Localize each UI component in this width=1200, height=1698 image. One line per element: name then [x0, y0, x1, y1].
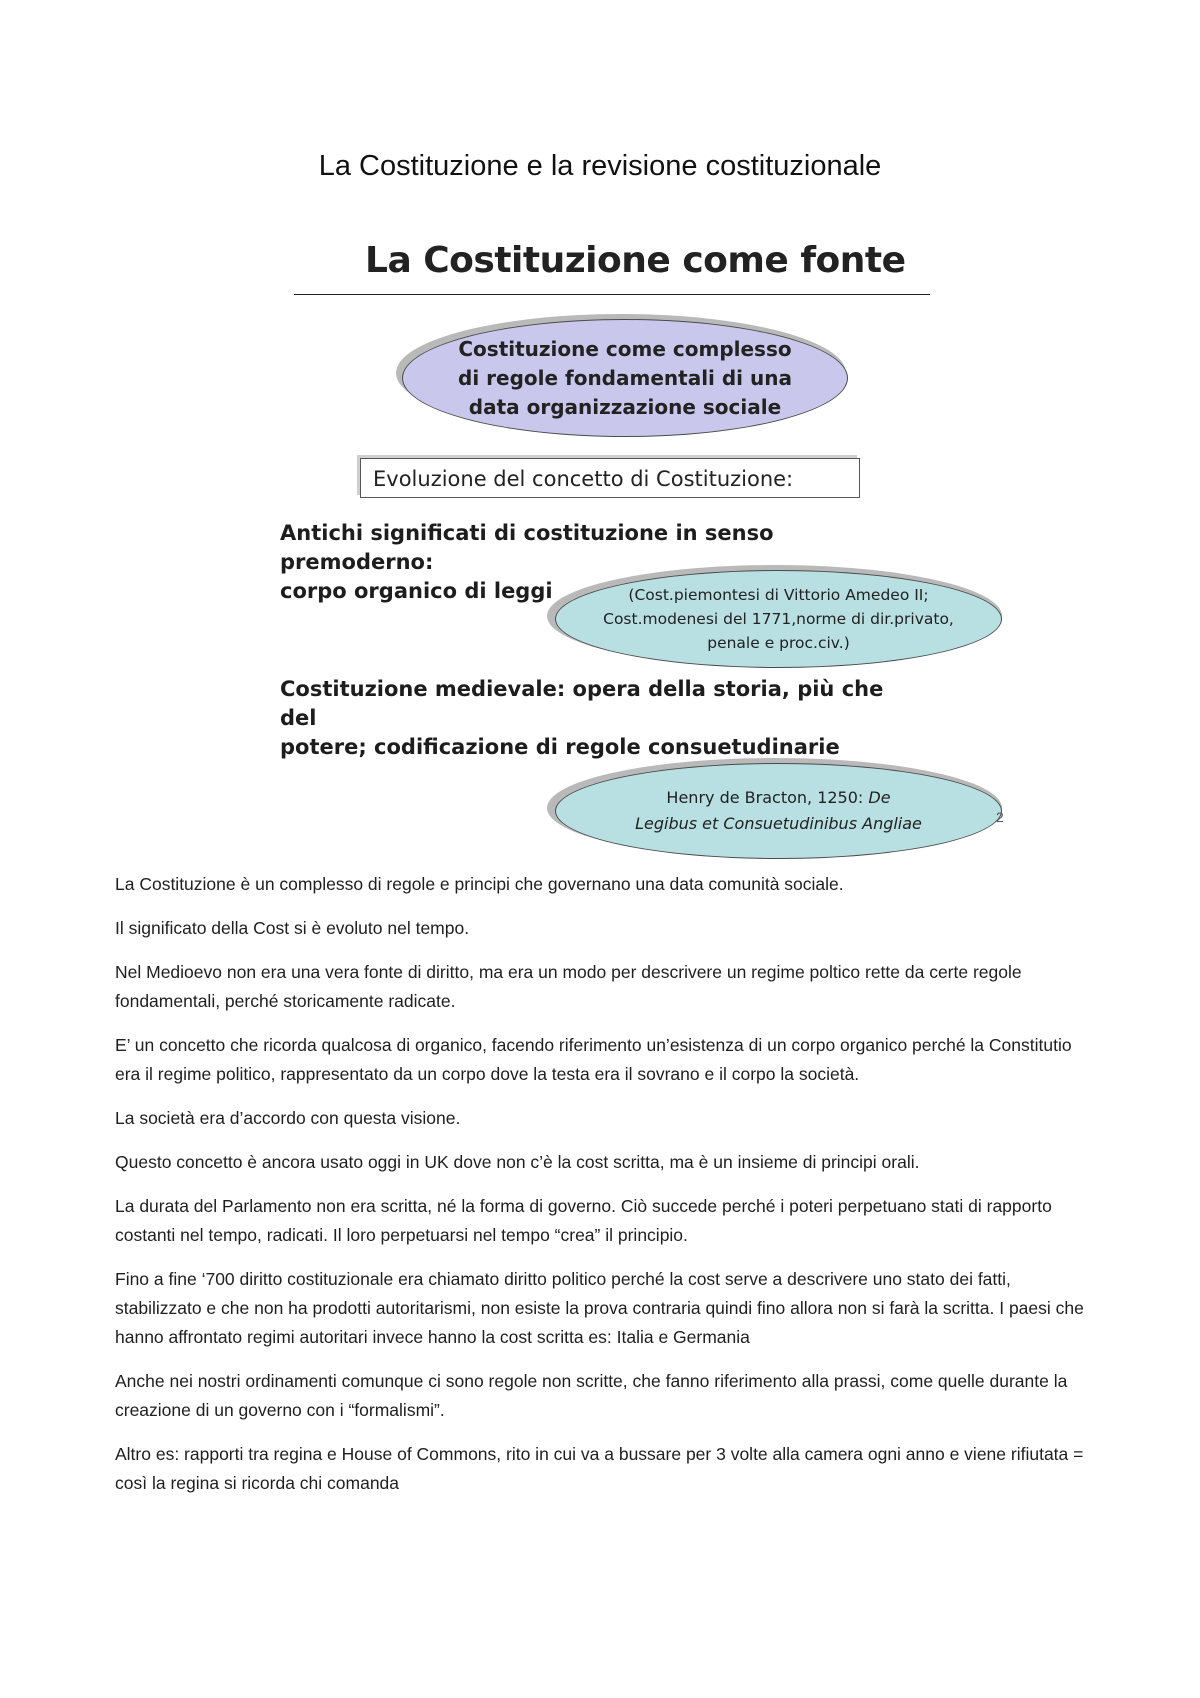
- note-line: [635, 785, 922, 811]
- heading-divider: [294, 294, 930, 295]
- medieval-section: [280, 675, 920, 762]
- note-italic: De: [868, 788, 891, 807]
- paragraph: Questo concetto è ancora usato oggi in UK dove non c’è la cost scritta, ma è un insieme di principi orali.: [115, 1152, 920, 1172]
- paragraph: Fino a fine ‘700 diritto costituzionale era chiamato diritto politico perché la cost serve a descrivere uno stato dei fatti, stabilizzato e che non ha prodotti autoritarismi, non esiste la prova contraria quindi fino allora non si farà la scritta. I paesi che hanno affrontato regimi autoritari invece hanno la cost scritta es: Italia e Germania: [115, 1269, 1084, 1347]
- slide-number: 2: [996, 809, 1004, 825]
- section-line: potere; codificazione di regole consuetudinarie: [280, 735, 840, 759]
- definition-line: di regole fondamentali di una: [458, 365, 792, 390]
- paragraph: Anche nei nostri ordinamenti comunque ci sono regole non scritte, che fanno riferimento alla prassi, come quelle durante la creazione di un governo con i “formalismi”.: [115, 1371, 1068, 1420]
- slide-heading: La Costituzione come fonte: [365, 240, 906, 281]
- paragraph: Altro es: rapporti tra regina e House of Commons, rito in cui va a bussare per 3 volte alla camera ogni anno e viene rifiutata = così la regina si ricorda chi comanda: [115, 1444, 1084, 1493]
- note-italic: Legibus et Consuetudinibus Angliae: [635, 814, 922, 833]
- paragraph: La Costituzione è un complesso di regole e principi che governano una data comunità sociale.: [115, 874, 844, 894]
- note-line: Cost.modenesi del 1771,norme di dir.privato,: [603, 610, 954, 628]
- document-title: La Costituzione e la revisione costituzionale: [318, 150, 882, 182]
- note-line: [635, 811, 922, 837]
- definition-line: Costituzione come complesso: [458, 336, 792, 361]
- body-text: [115, 870, 1100, 1513]
- definition-line: data organizzazione sociale: [468, 394, 782, 419]
- premodern-note-ellipse: [555, 570, 1002, 668]
- section-line: corpo organico di leggi: [280, 579, 553, 603]
- paragraph: E’ un concetto che ricorda qualcosa di organico, facendo riferimento un’esistenza di un corpo organico perché la Constitutio era il regime politico, rappresentato da un corpo dove la testa era il sovrano e il corpo la società.: [115, 1035, 1072, 1084]
- paragraph: Nel Medioevo non era una vera fonte di diritto, ma era un modo per descrivere un regime poltico rette da certe regole fondamentali, perché storicamente radicate.: [115, 962, 1022, 1011]
- note-line: penale e proc.civ.): [707, 634, 850, 652]
- note-text: Henry de Bracton, 1250:: [666, 788, 864, 807]
- section-line: Costituzione medievale: opera della storia, più che del: [280, 677, 884, 730]
- paragraph: La società era d’accordo con questa visione.: [115, 1108, 461, 1128]
- paragraph: Il significato della Cost si è evoluto nel tempo.: [115, 918, 470, 938]
- section-line: Antichi significati di costituzione in senso premoderno:: [280, 521, 774, 574]
- bracton-note-ellipse: [555, 763, 1002, 859]
- slide-figure: [250, 225, 1020, 865]
- note-line: (Cost.piemontesi di Vittorio Amedeo II;: [628, 586, 929, 604]
- evolution-box: Evoluzione del concetto di Costituzione:: [360, 458, 860, 498]
- definition-ellipse: [402, 319, 848, 437]
- paragraph: La durata del Parlamento non era scritta, né la forma di governo. Ciò succede perché i poteri perpetuano stati di rapporto costanti nel tempo, radicati. Il loro perpetuarsi nel tempo “crea” il principio.: [115, 1196, 1052, 1245]
